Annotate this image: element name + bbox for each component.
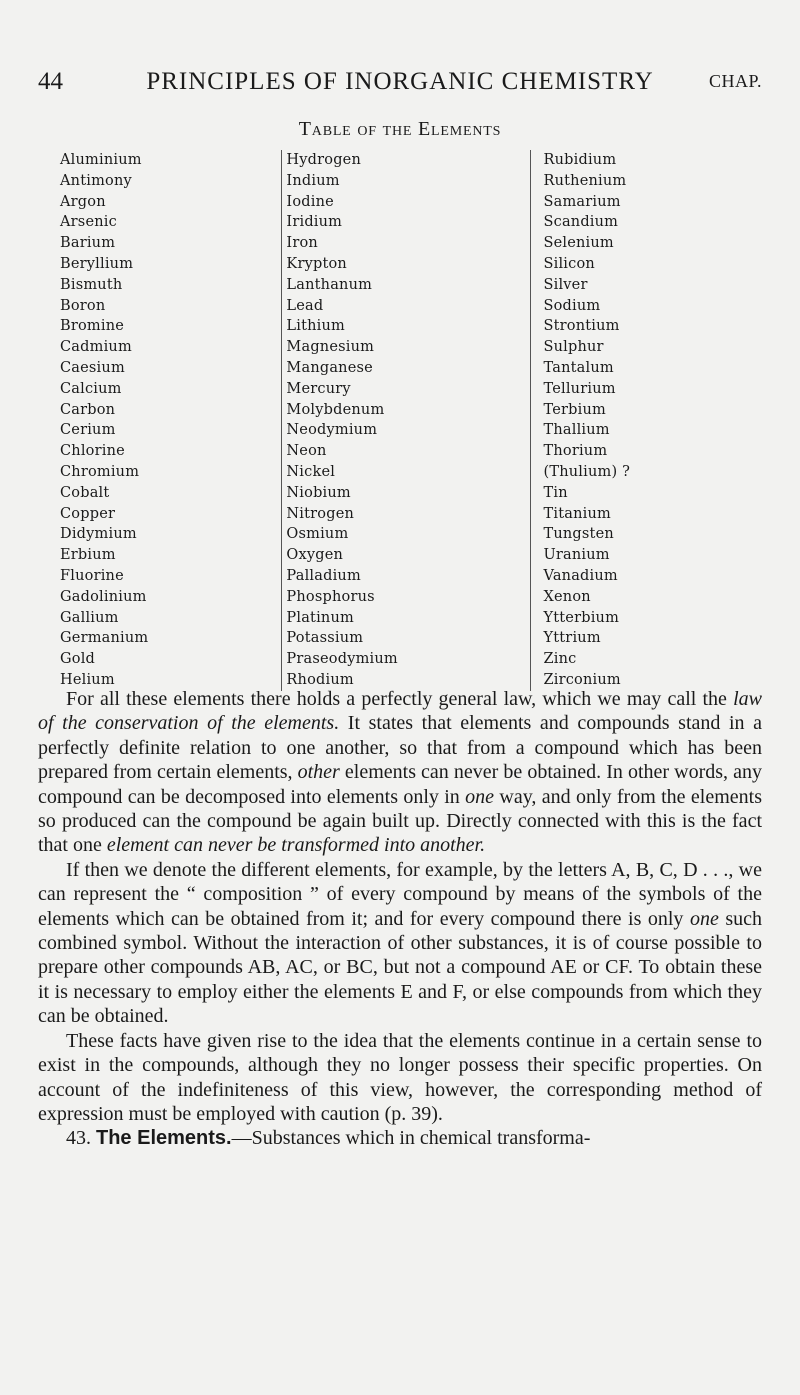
element-cell: Sulphur bbox=[543, 339, 604, 356]
element-cell: Bromine bbox=[60, 318, 125, 335]
element-cell: Barium bbox=[60, 235, 116, 252]
element-cell: Aluminium bbox=[60, 152, 142, 168]
element-cell: Strontium bbox=[543, 318, 620, 335]
element-cell: Indium bbox=[286, 172, 340, 189]
element-cell: Nitrogen bbox=[286, 505, 355, 522]
element-cell: Carbon bbox=[60, 401, 116, 418]
elements-column-3 bbox=[530, 150, 760, 691]
element-cell: Calcium bbox=[60, 380, 122, 397]
element-cell: Chromium bbox=[60, 463, 140, 480]
element-cell: Erbium bbox=[60, 547, 116, 564]
element-cell: Niobium bbox=[286, 484, 351, 501]
element-cell: Zirconium bbox=[543, 671, 621, 688]
section-number: 43. bbox=[66, 1127, 91, 1150]
element-cell: Cadmium bbox=[60, 339, 132, 356]
elements-table bbox=[60, 150, 760, 691]
element-cell: Copper bbox=[60, 505, 116, 522]
element-cell: Bismuth bbox=[60, 276, 123, 293]
element-cell: Ytterbium bbox=[543, 609, 620, 626]
text-run: —Substances which in chemical transforma- bbox=[231, 1127, 591, 1150]
element-cell: Cerium bbox=[60, 422, 116, 439]
element-cell: Uranium bbox=[543, 547, 610, 564]
element-cell: Lithium bbox=[286, 318, 345, 335]
element-cell: Praseodymium bbox=[286, 651, 398, 668]
element-cell: Manganese bbox=[286, 359, 373, 376]
element-cell: Boron bbox=[60, 297, 106, 314]
element-cell: Xenon bbox=[543, 588, 591, 605]
element-cell: Sodium bbox=[543, 297, 601, 314]
element-cell: Nickel bbox=[286, 463, 336, 480]
emphasis-one: one bbox=[689, 907, 719, 930]
element-cell: Helium bbox=[60, 671, 115, 688]
chapter-label: CHAP. bbox=[708, 71, 762, 91]
element-cell: Thallium bbox=[543, 422, 610, 439]
element-cell: Oxygen bbox=[286, 547, 344, 564]
element-cell: Neodymium bbox=[286, 422, 378, 439]
element-cell: Cobalt bbox=[60, 484, 110, 501]
element-cell: Didymium bbox=[60, 526, 137, 543]
page-number: 44 bbox=[38, 68, 63, 95]
element-cell: Vanadium bbox=[543, 567, 618, 584]
text-run: For all these elements there holds a perfectly general law, which we may call the bbox=[66, 688, 734, 710]
element-cell: Chlorine bbox=[60, 443, 125, 460]
element-cell: Argon bbox=[60, 193, 106, 210]
element-cell: Gallium bbox=[60, 609, 119, 626]
element-cell: Ruthenium bbox=[543, 172, 627, 189]
element-cell: Tellurium bbox=[543, 380, 616, 397]
element-cell: Scandium bbox=[543, 214, 619, 231]
element-cell: Tin bbox=[543, 484, 568, 501]
element-cell: Thorium bbox=[543, 443, 608, 460]
element-cell: Potassium bbox=[286, 630, 364, 647]
element-cell: Krypton bbox=[286, 255, 347, 272]
table-title: Table of the Elements bbox=[298, 118, 502, 140]
element-cell: Gadolinium bbox=[60, 588, 147, 605]
element-cell: Mercury bbox=[286, 380, 351, 397]
text-run: If then we denote the different elements, for example, by the letters A, B, C, D . . ., we can represent the “ composition ” of every compound by means of the symbols of the elements which can be obtained from it; and for every compound there is only bbox=[38, 858, 762, 930]
text-run: It states that elements and compounds stand in a perfectly definite relation to one another, so that from a compound which has been prepared from certain elements, bbox=[38, 712, 763, 784]
element-cell: Hydrogen bbox=[286, 152, 362, 168]
element-cell: Caesium bbox=[60, 359, 125, 376]
element-cell: (Thulium) ? bbox=[543, 463, 631, 480]
element-cell: Gold bbox=[60, 651, 96, 668]
elements-column-2 bbox=[281, 150, 530, 691]
paragraph-composition bbox=[38, 858, 762, 1029]
element-cell: Rubidium bbox=[543, 152, 617, 168]
text-run: way, and only from the elements so produced can the compound be again built up. Directly connected with this is the fact that one bbox=[38, 785, 762, 857]
element-cell: Yttrium bbox=[543, 630, 601, 647]
emphasis-other: other bbox=[297, 761, 340, 784]
element-cell: Lead bbox=[286, 297, 324, 314]
element-cell: Titanium bbox=[543, 505, 611, 522]
emphasis-one: one bbox=[465, 785, 495, 808]
section-heading: The Elements. bbox=[96, 1127, 232, 1150]
element-cell: Tungsten bbox=[543, 526, 614, 543]
element-cell: Samarium bbox=[543, 193, 621, 210]
elements-column-1 bbox=[60, 150, 281, 691]
element-cell: Silicon bbox=[543, 255, 595, 272]
element-cell: Lanthanum bbox=[286, 276, 373, 293]
emphasis-transformation: element can never be transformed into another. bbox=[106, 834, 486, 857]
paragraph-conservation-law bbox=[38, 687, 762, 858]
element-cell: Germanium bbox=[60, 630, 149, 647]
body-text bbox=[38, 687, 762, 1151]
element-cell: Rhodium bbox=[286, 671, 354, 688]
element-cell: Phosphorus bbox=[286, 588, 375, 605]
element-cell: Selenium bbox=[543, 235, 614, 252]
element-cell: Iodine bbox=[286, 193, 334, 210]
element-cell: Fluorine bbox=[60, 567, 124, 584]
element-cell: Osmium bbox=[286, 526, 349, 543]
paragraph-section-43 bbox=[38, 1126, 762, 1150]
element-cell: Antimony bbox=[60, 172, 132, 189]
element-cell: Platinum bbox=[286, 609, 354, 626]
element-cell: Molybdenum bbox=[286, 401, 385, 418]
element-cell: Beryllium bbox=[60, 255, 134, 272]
element-cell: Magnesium bbox=[286, 339, 375, 356]
paragraph-elements-in-compounds: These facts have given rise to the idea that the elements continue in a certain sense to exist in the compounds, although they no longer possess their specific properties. On account of the indefiniteness of this view, however, the corresponding method of expression must be employed with caution (p. 39). bbox=[38, 1029, 762, 1125]
text-run: such combined symbol. Without the interaction of other substances, it is of course possible to prepare other compounds AB, AC, or BC, but not a compound AE or CF. To obtain these it is necessary to employ either the elements E and F, or else compounds from which they can be obtained. bbox=[38, 907, 762, 1028]
text-run: elements can never be obtained. In other words, any compound can be decomposed into elements only in bbox=[38, 761, 762, 808]
emphasis-law-name: law of the conservation of the elements. bbox=[38, 688, 762, 735]
element-cell: Arsenic bbox=[60, 214, 117, 231]
running-head bbox=[38, 68, 762, 104]
element-cell: Terbium bbox=[543, 401, 606, 418]
element-cell: Zinc bbox=[543, 651, 577, 668]
element-cell: Palladium bbox=[286, 567, 361, 584]
element-cell: Neon bbox=[286, 443, 327, 460]
element-cell: Iron bbox=[286, 235, 318, 252]
running-title: PRINCIPLES OF INORGANIC CHEMISTRY bbox=[146, 68, 654, 95]
element-cell: Silver bbox=[543, 276, 588, 293]
element-cell: Iridium bbox=[286, 214, 343, 231]
element-cell: Tantalum bbox=[543, 359, 614, 376]
